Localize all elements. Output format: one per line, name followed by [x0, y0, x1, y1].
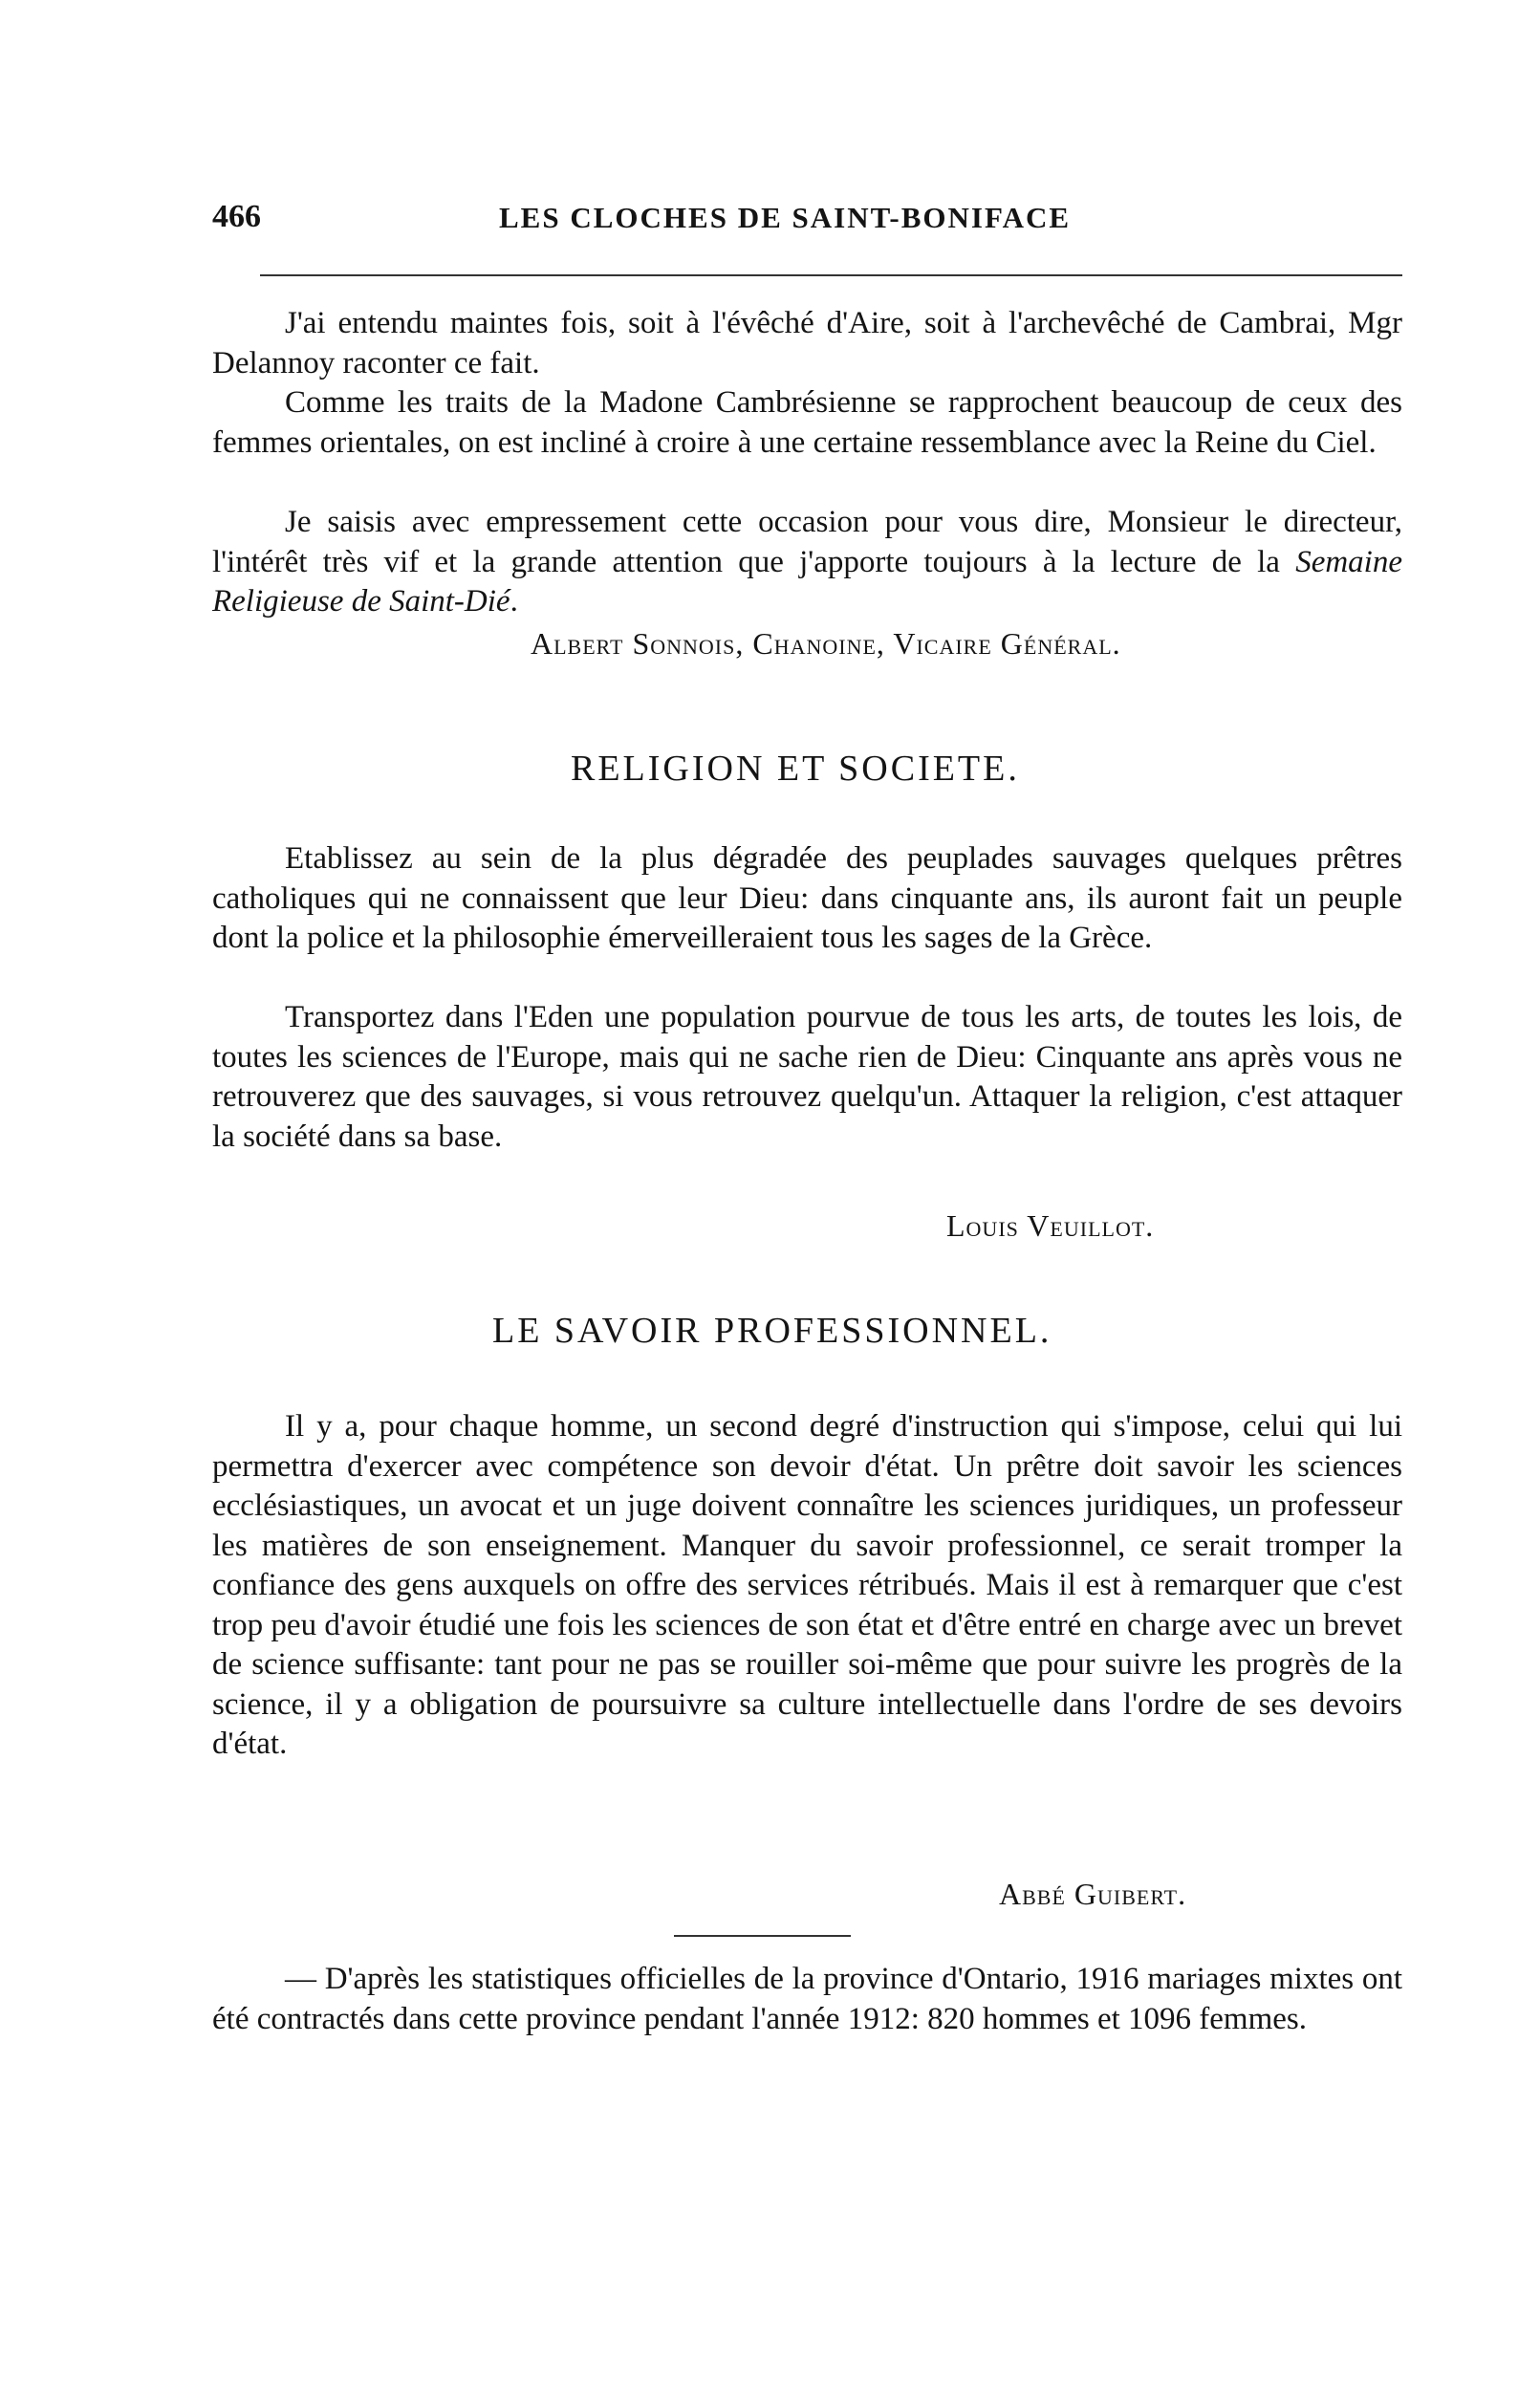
page-number: 466 [212, 199, 261, 234]
letter-paragraph-3-end: . [510, 584, 518, 619]
savoir-signature: Abbé Guibert. [999, 1877, 1187, 1911]
letter-paragraph-3 [212, 503, 1402, 622]
page-header [212, 199, 1402, 247]
letter-paragraph-3-text: Je saisis avec empressement cette occasion pour vous dire, Monsieur le directeur, l'intérêt très vif et la grande attention que j'apporte toujours à la lecture de la [212, 505, 1402, 579]
savoir-paragraph-1: Il y a, pour chaque homme, un second degré d'instruction qui s'impose, celui qui lui permettra d'exercer avec compétence son devoir d'état. Un prêtre doit savoir les sciences ecclésiastiques, un avocat et un juge doivent connaître les sciences juridiques, un professeur les matières de son enseignement. Manquer du savoir professionnel, ce serait tromper la confiance des gens auxquels on offre des services rétribués. Mais il est à remarquer que c'est trop peu d'avoir étudié une fois les sciences de son état et d'être entré en charge avec un brevet de science suffisante: tant pour ne pas se rouiller soi-même que pour suivre les progrès de la science, il y a obligation de poursuivre sa culture intellectuelle dans l'ordre de ses devoirs d'état. [212, 1409, 1402, 1761]
section-title-religion: RELIGION ET SOCIETE. [571, 749, 1020, 789]
header-rule [260, 274, 1402, 276]
section-title-savoir: LE SAVOIR PROFESSIONNEL. [492, 1311, 1052, 1351]
section-rule [674, 1935, 851, 1937]
statistics-note: — D'après les statistiques officielles de la province d'Ontario, 1916 mariages mixtes ont été contractés dans cette province pendant l'année 1912: 820 hommes et 1096 femmes. [212, 1962, 1402, 2036]
letter-signature: Albert Sonnois, Chanoine, Vicaire Général. [531, 626, 1121, 661]
running-title: LES CLOCHES DE SAINT-BONIFACE [499, 201, 1072, 234]
religion-paragraph-1: Etablissez au sein de la plus dégradée des peuplades sauvages quelques prêtres catholiques qui ne connaissent que leur Dieu: dans cinquante ans, ils auront fait un peuple dont la police et la philosophie émerveilleraient tous les sages de la Grèce. [212, 841, 1402, 955]
letter-paragraph-2: Comme les traits de la Madone Cambrésienne se rapprochent beaucoup de ceux des femmes orientales, on est incliné à croire à une certaine ressemblance avec la Reine du Ciel. [212, 385, 1402, 460]
publication-title: Semaine Religieuse de Saint-Dié [212, 544, 1402, 619]
religion-paragraph-2: Transportez dans l'Eden une population pourvue de tous les arts, de toutes les lois, de toutes les sciences de l'Europe, mais qui ne sache rien de Dieu: Cinquante ans après vous ne retrouverez que des sauvages, si vous retrouvez quelqu'un. Attaquer la religion, c'est attaquer la société dans sa base. [212, 1000, 1402, 1154]
religion-signature: Louis Veuillot. [946, 1208, 1155, 1243]
letter-paragraph-1: J'ai entendu maintes fois, soit à l'évêché d'Aire, soit à l'archevêché de Cambrai, Mgr Delannoy raconter ce fait. [212, 306, 1402, 380]
